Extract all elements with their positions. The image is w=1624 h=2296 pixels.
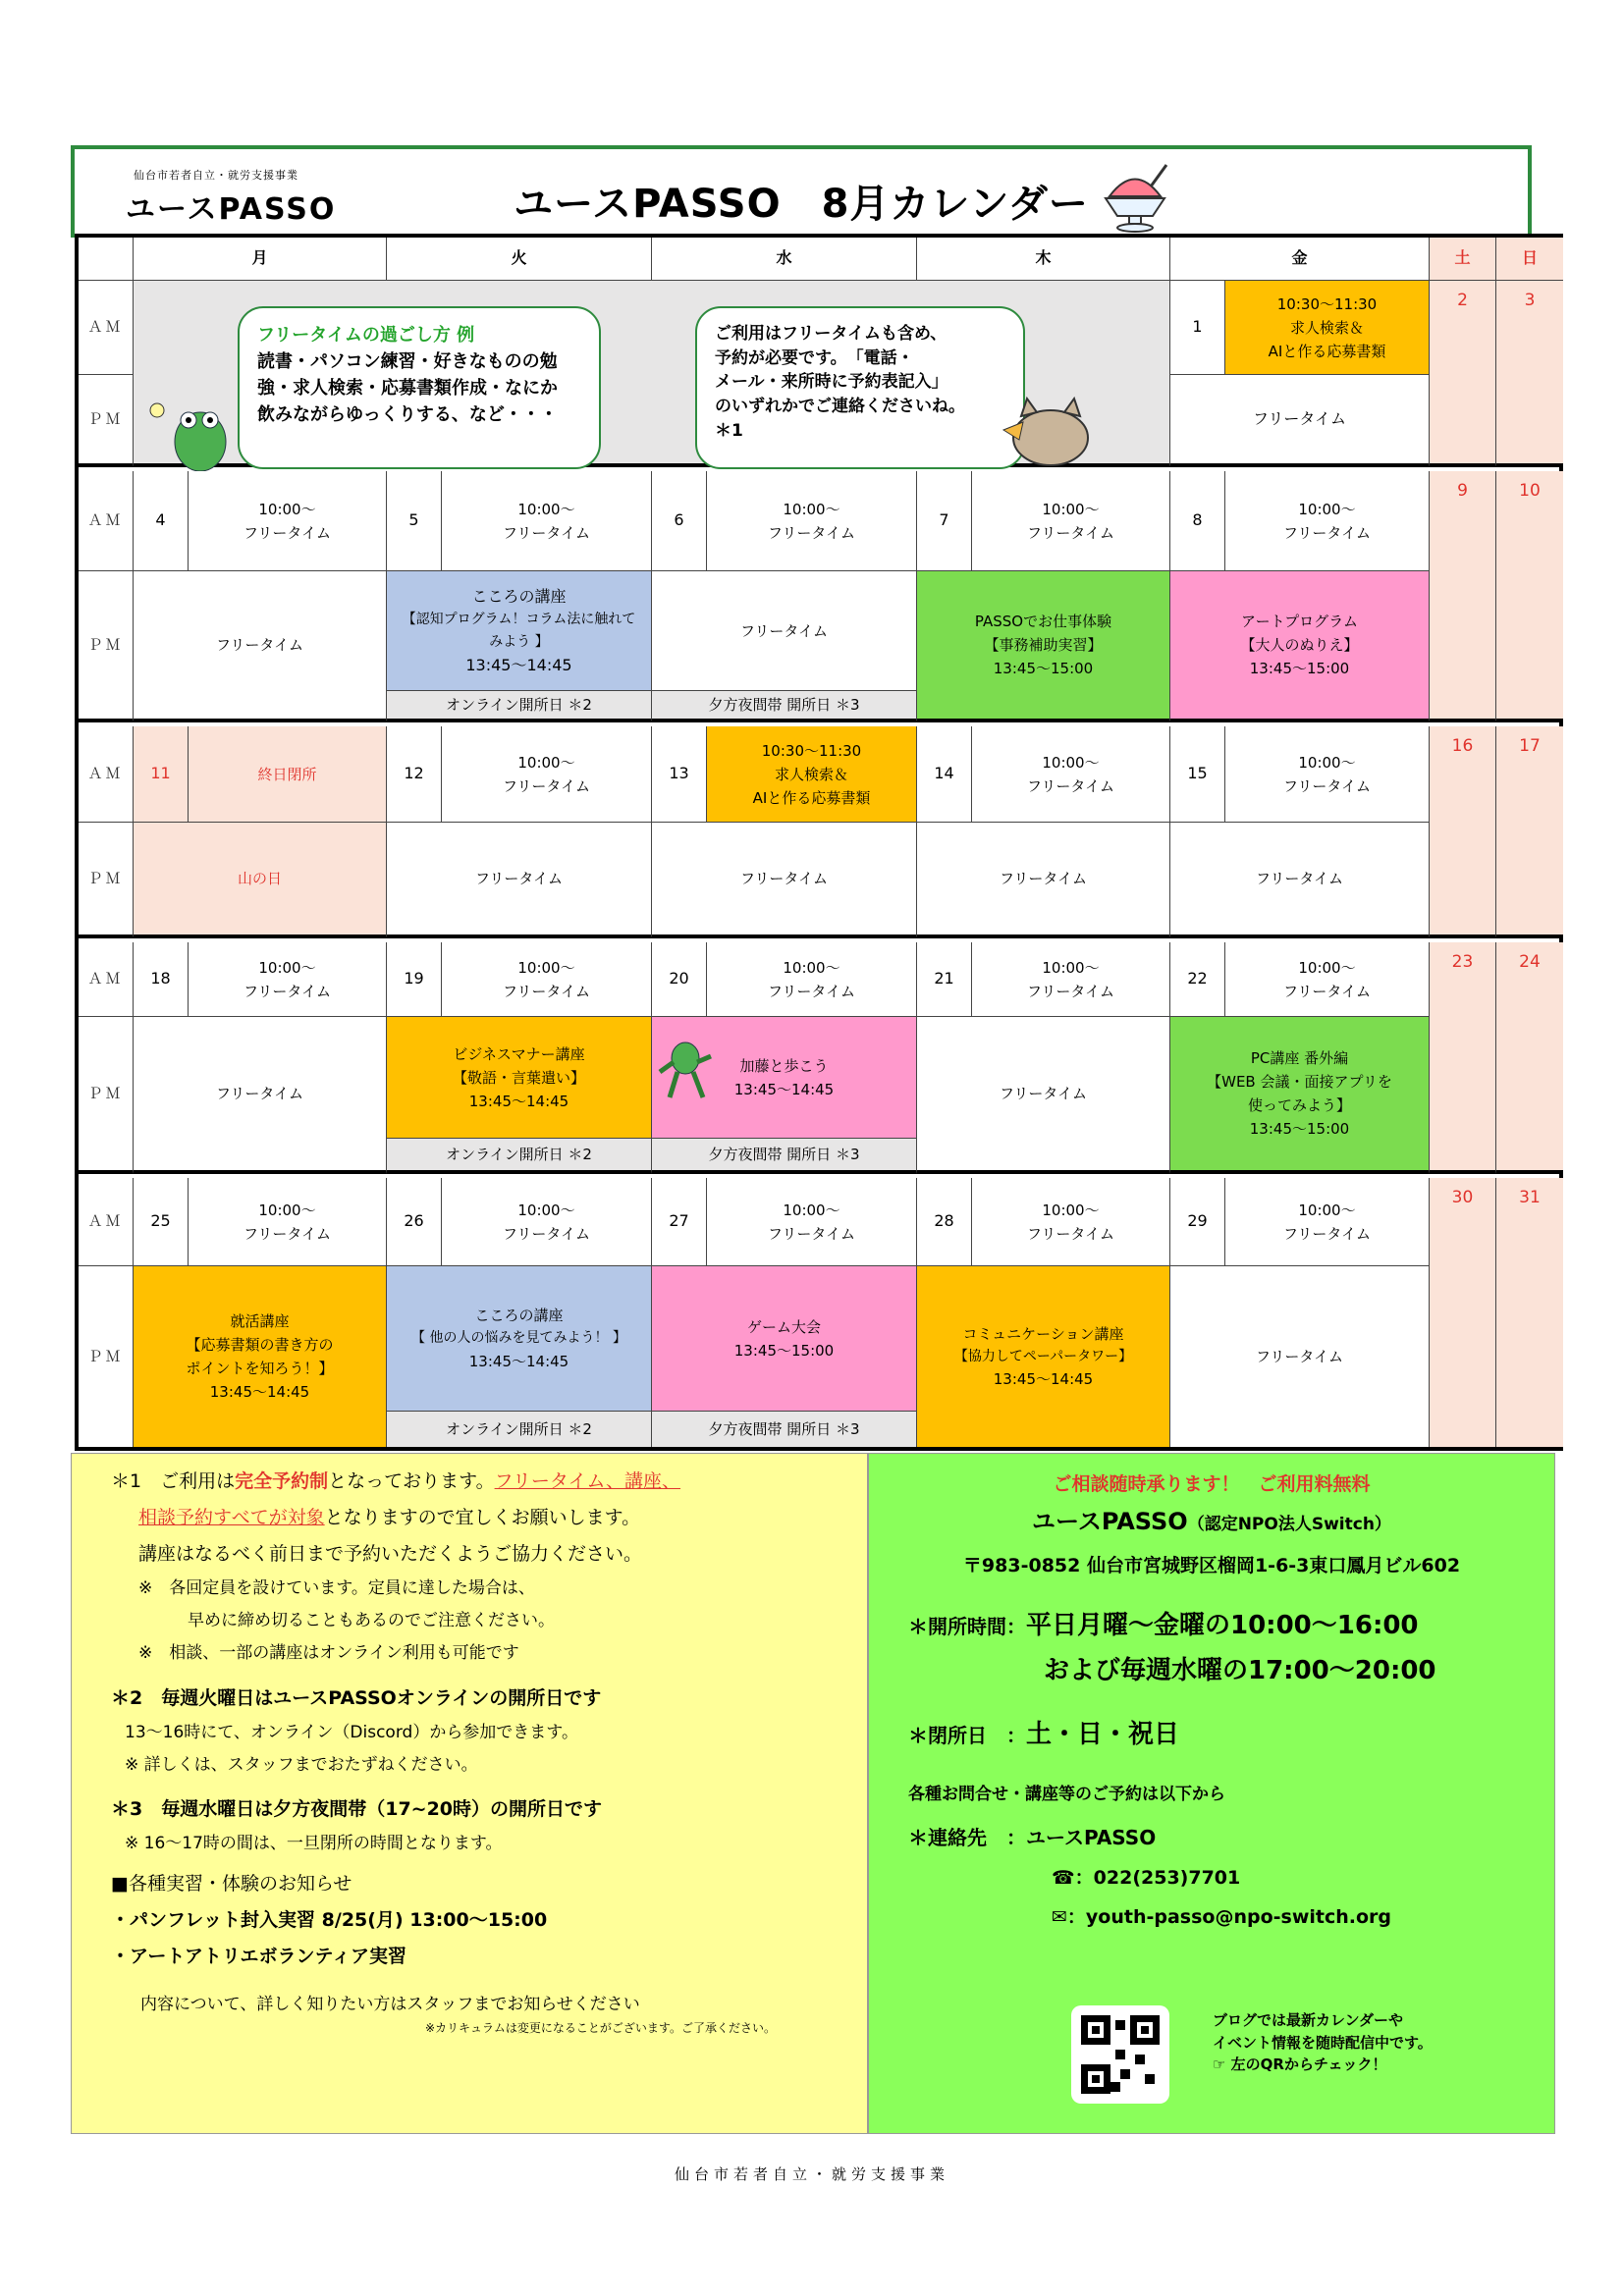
pm-label: ＰＭ [79,1017,134,1174]
event-sub: みよう 】 [489,633,549,650]
event-time: 10:00～ [1042,1201,1100,1219]
address: 〒983-0852 仙台市宮城野区榴岡1-6-3東口鳳月ビル602 [962,1555,1461,1577]
am-free-time[interactable] [972,1178,1170,1266]
event-kokoro-lecture[interactable] [387,1266,652,1412]
day-number: 14 [917,726,972,823]
weekday-mon: 月 [134,238,387,281]
free-time[interactable]: フリータイム [917,823,1170,938]
note-text: 早めに締め切ることもあるのでご注意ください。 [188,1611,555,1631]
note-text: ＊1 ご利用は [111,1470,236,1492]
event-time: 13:45～15:00 [1249,660,1350,677]
note-text: ※カリキュラムは変更になることがございます。ご了承ください。 [425,2021,776,2036]
event-title: フリータイム [1026,982,1115,1000]
day-number: 27 [652,1178,707,1266]
am-free-time[interactable] [442,942,652,1017]
event-art-program[interactable] [1170,571,1430,722]
free-time-tips-bubble [238,306,601,469]
event-title: フリータイム [1282,776,1372,795]
bubble-text: のいずれかでご連絡くださいね。 [715,396,965,416]
event-title: こころの講座 [471,586,567,606]
event-communication-lecture[interactable] [917,1266,1170,1447]
event-title: フリータイム [502,776,591,795]
note-heading: ＊3 毎週水曜日は夕方夜間帯（17~20時）の開所日です [111,1797,603,1820]
online-day-note: オンライン開所日 ＊2 [387,1412,652,1447]
day-number: 29 [1170,1178,1225,1266]
hours-wednesday: および毎週水曜の17:00～20:00 [1044,1656,1436,1686]
am-label: ＡＭ [79,471,134,571]
event-time: 13:45～14:45 [465,655,572,674]
cat-icon [994,387,1096,469]
day-number: 11 [134,726,189,823]
event-time: 13:45～14:45 [733,1080,835,1098]
sat-date: 9 [1430,471,1496,722]
event-time: 10:00～ [258,500,316,518]
hours-weekday: 平日月曜～金曜の10:00～16:00 [1026,1610,1419,1640]
event-sub: 【事務補助実習】 [984,636,1103,654]
note-text: となりますので宜しくお願いします。 [324,1507,641,1529]
pm-label: ＰＭ [79,571,134,722]
note-text: ※ 相談、一部の講座はオンライン利用も可能です [138,1643,519,1664]
event-time: 13:45～14:45 [468,1352,569,1370]
free-time[interactable]: フリータイム [1170,1266,1430,1447]
am-free-time[interactable] [189,1178,387,1266]
note-emphasis: 完全予約制 [235,1470,329,1492]
event-time: 10:00～ [1298,753,1356,772]
note-text: ・アートアトリエボランティア実習 [111,1946,406,1968]
event-sub: 【 他の人の悩みを見てみよう！ 】 [411,1330,626,1347]
event-time: 13:45～15:00 [993,660,1094,677]
note-text: ※ 各回定員を設けています。定員に達した場合は、 [138,1578,535,1599]
am-label: ＡＭ [79,281,134,375]
note-heading: ＊2 毎週火曜日はユースPASSOオンラインの開所日です [111,1686,602,1709]
weekday-wed: 水 [652,238,917,281]
online-day-note: オンライン開所日 ＊2 [387,1139,652,1174]
info-panel [868,1453,1555,2134]
contact-label: ＊連絡先 ：ユースPASSO [908,1825,1157,1849]
sun-date: 10 [1496,471,1563,722]
free-time: フリータイム [1170,375,1430,467]
sat-date: 2 [1430,281,1496,467]
event-title: フリータイム [243,982,332,1000]
day-number: 15 [1170,726,1225,823]
event-time: 10:00～ [1042,958,1100,977]
note-emphasis: フリータイム、講座、 [494,1470,681,1492]
event-title: フリータイム [1026,776,1115,795]
bubble-text: ご利用はフリータイムも含め、 [715,324,947,344]
am-free-time[interactable] [442,471,652,571]
event-time: 10:00～ [1042,753,1100,772]
sun-date: 3 [1496,281,1563,467]
event-title: フリータイム [767,982,856,1000]
event-title: 求人検索＆ [774,765,848,783]
evening-day-note: 夕方夜間帯 開所日 ＊3 [652,691,917,722]
weekday-thu: 木 [917,238,1170,281]
event-time: 13:45～15:00 [1249,1120,1350,1138]
event-time: 10:00～ [517,753,575,772]
event-time: 10:00～ [1298,1201,1356,1219]
hours-label: ＊開所時間： [908,1614,1026,1638]
weekday-tue: 火 [387,238,652,281]
online-day-note: オンライン開所日 ＊2 [387,691,652,722]
event-title: ゲーム大会 [746,1317,821,1336]
am-free-time[interactable] [1225,1178,1430,1266]
note-text: ※ 16～17時の間は、一旦閉所の時間となります。 [125,1833,503,1853]
sun-date: 24 [1496,942,1563,1174]
event-sub: 使ってみよう】 [1247,1096,1351,1114]
sun-date: 17 [1496,726,1563,938]
event-time: 10:00～ [783,958,840,977]
day-number: 5 [387,471,442,571]
note-text: 13～16時にて、オンライン（Discord）から参加できます。 [125,1722,578,1742]
bubble-text: メール・来所時に予約表記入」 [715,372,948,393]
free-time[interactable]: フリータイム [652,571,917,691]
pm-label: ＰＭ [79,823,134,938]
event-title: PASSOでお仕事体験 [974,613,1112,630]
event-title: 就活講座 [230,1312,290,1330]
event-title: フリータイム [243,523,332,542]
org-name: ユースPASSO [1032,1508,1188,1536]
weekday-sun: 日 [1496,238,1563,281]
free-time[interactable]: フリータイム [1170,823,1430,938]
blog-text: ブログでは最新カレンダーや [1213,2011,1404,2029]
event-title: フリータイム [1026,523,1115,542]
reservation-bubble [695,306,1025,469]
event-time: 10:00～ [1298,958,1356,977]
am-free-time[interactable] [442,1178,652,1266]
event-title: 求人検索＆ [1289,318,1364,337]
event-title: ビジネスマナー講座 [453,1044,585,1063]
event-sub: 【応募書類の書き方の [186,1336,334,1354]
am-free-time[interactable] [1225,471,1430,571]
day-number: 13 [652,726,707,823]
day-number: 1 [1170,281,1225,375]
event-time: 13:45～15:00 [733,1341,835,1360]
evening-day-note: 夕方夜間帯 開所日 ＊3 [652,1139,917,1174]
event-time: 10:00～ [517,500,575,518]
note-text: となっております。 [328,1470,495,1492]
sat-date: 16 [1430,726,1496,938]
event-work-experience[interactable] [917,571,1170,722]
event-title: フリータイム [1282,982,1372,1000]
phone-number[interactable]: ：022(253)7701 [1074,1866,1241,1889]
day-number: 22 [1170,942,1225,1017]
free-time[interactable]: フリータイム [652,823,917,938]
day-number: 18 [134,942,189,1017]
event-title: PC講座 番外編 [1250,1049,1349,1067]
am-free-time[interactable] [707,942,917,1017]
blog-text: イベント情報を随時配信中です。 [1213,2033,1433,2052]
day-number: 20 [652,942,707,1017]
corner-cell [79,238,134,281]
free-time[interactable]: フリータイム [917,1017,1170,1174]
bubble-text: 飲みながらゆっくりする、など・・・ [257,404,558,425]
am-label: ＡＭ [79,1178,134,1266]
shaved-ice-icon [1096,157,1174,236]
qr-code[interactable] [1071,2005,1169,2104]
event-title: コミュニケーション講座 [962,1324,1124,1343]
mountain-day-holiday: 山の日 [134,823,387,938]
event-title: フリータイム [1026,1224,1115,1243]
am-free-time[interactable] [972,942,1170,1017]
note-text: ※ 詳しくは、スタッフまでおたずねください。 [125,1754,478,1775]
pm-label: ＰＭ [79,375,134,467]
bubble-text: 読書・パソコン練習・好きなものの勉 [257,351,558,372]
event-time: 10:00～ [258,1201,316,1219]
closed-label: ＊閉所日 ： [908,1724,1026,1748]
sun-date: 31 [1496,1178,1563,1447]
closed-days: 土・日・祝日 [1026,1720,1180,1750]
am-free-time[interactable] [1225,726,1430,823]
page-title: ユースPASSO 8月カレンダー [514,182,1089,227]
event-sub: 【大人のぬりえ】 [1240,636,1359,654]
note-text: ・パンフレット封入実習 8/25(月) 13:00～15:00 [111,1909,548,1932]
day-number: 19 [387,942,442,1017]
note-text: 講座はなるべく前日まで予約いただくようご協力ください。 [138,1543,643,1566]
event-pc-lecture[interactable] [1170,1017,1430,1174]
blog-text: 左のQRからチェック！ [1230,2056,1387,2073]
event-title: フリータイム [1282,1224,1372,1243]
event-job-search[interactable] [1225,281,1430,375]
event-sub: 【認知プログラム！コラム法に触れて [402,612,636,628]
event-sub: 【WEB 会議・面接アプリを [1207,1073,1392,1091]
free-time[interactable]: フリータイム [134,571,387,722]
event-time: 10:00～ [783,1201,840,1219]
event-title: フリータイム [502,1224,591,1243]
am-free-time[interactable] [707,471,917,571]
event-title: フリータイム [1282,523,1372,542]
day-number: 26 [387,1178,442,1266]
calendar-grid [75,234,1563,1451]
day-number: 12 [387,726,442,823]
event-job-hunting-lecture[interactable] [134,1266,387,1447]
consult-notice: ご相談随時承ります！ ご利用料無料 [1053,1473,1371,1495]
walking-frog-icon [656,1033,715,1101]
blog-notice [1213,2009,1433,2076]
sat-date: 23 [1430,942,1496,1174]
am-free-time[interactable] [972,726,1170,823]
notes-panel [71,1453,868,2134]
event-time: 10:00～ [783,500,840,518]
logo-tagline: 仙台市若者自立・就労支援事業 [134,169,298,182]
event-title: アートプログラム [1241,613,1358,630]
am-free-time[interactable] [707,1178,917,1266]
event-time: 10:00～ [258,958,316,977]
phone-icon: ☎ [1052,1866,1075,1889]
am-label: ＡＭ [79,942,134,1017]
evening-day-note: 夕方夜間帯 開所日 ＊3 [652,1412,917,1447]
logo: ユースPASSO [126,192,337,227]
event-time: 10:00～ [517,958,575,977]
weekday-fri: 金 [1170,238,1430,281]
mail-icon: ✉ [1052,1905,1067,1928]
note-text: 内容について、詳しく知りたい方はスタッフまでお知らせください [140,1995,640,2015]
event-time: 10:00～ [1042,500,1100,518]
day-number: 28 [917,1178,972,1266]
event-title: AIと作る応募書類 [1268,342,1386,360]
day-number: 25 [134,1178,189,1266]
bubble-text: ＊1 [715,420,743,441]
org-sub: （認定NPO法人Switch） [1187,1515,1391,1535]
event-time: 10:30～11:30 [1276,294,1378,313]
event-time: 13:45～14:45 [209,1383,310,1401]
pm-label: ＰＭ [79,1266,134,1447]
free-time[interactable]: フリータイム [134,1017,387,1174]
free-time[interactable]: フリータイム [387,823,652,938]
inquiry-text: 各種お問合せ・講座等のご予約は以下から [908,1784,1225,1804]
am-label: ＡＭ [79,726,134,823]
event-title: フリータイム [767,523,856,542]
am-free-time[interactable] [1225,942,1430,1017]
event-kokoro-lecture[interactable] [387,571,652,691]
event-game-tournament[interactable] [652,1266,917,1412]
event-sub: 【敬語・言葉遣い】 [452,1068,585,1087]
am-free-time[interactable] [442,726,652,823]
day-number: 7 [917,471,972,571]
pointing-hand-icon: ☞ [1213,2056,1231,2073]
email-address[interactable]: ：youth-passo@npo-switch.org [1066,1905,1392,1928]
event-title: フリータイム [502,523,591,542]
event-title: フリータイム [502,982,591,1000]
event-job-search[interactable] [707,726,917,823]
event-business-manners[interactable] [387,1017,652,1139]
event-title: こころの講座 [474,1307,564,1325]
event-time: 13:45～14:45 [468,1092,569,1110]
day-number: 4 [134,471,189,571]
qr-code-icon [1081,2015,1160,2094]
event-title: フリータイム [767,1224,856,1243]
event-title: 加藤と歩こう [739,1056,829,1075]
am-free-time[interactable] [189,471,387,571]
closed-all-day: 終日閉所 [189,726,387,823]
event-time: 13:45～14:45 [993,1370,1094,1389]
event-time: 10:00～ [1298,500,1356,518]
am-free-time[interactable] [189,942,387,1017]
bubble-title: フリータイムの過ごし方 例 [257,325,475,346]
day-number: 8 [1170,471,1225,571]
sat-date: 30 [1430,1178,1496,1447]
note-emphasis: 相談予約すべてが対象 [138,1507,325,1529]
footer: 仙台市若者自立・就労支援事業 [674,2165,949,2183]
event-time: 10:30～11:30 [761,741,862,760]
event-time: 10:00～ [517,1201,575,1219]
day-number: 21 [917,942,972,1017]
event-sub: 【協力してペーパータワー】 [953,1348,1133,1364]
frog-icon [143,395,242,471]
event-title: フリータイム [243,1224,332,1243]
page-header [71,145,1532,238]
event-sub: ポイントを知ろう！】 [186,1360,334,1377]
day-number: 6 [652,471,707,571]
am-free-time[interactable] [972,471,1170,571]
weekday-sat: 土 [1430,238,1496,281]
note-heading: ■各種実習・体験のお知らせ [111,1873,352,1896]
event-title: AIと作る応募書類 [752,788,871,807]
bubble-text: 予約が必要です。 「電話・ [715,347,914,368]
bubble-text: 強・求人検索・応募書類作成・なにか [257,378,558,399]
